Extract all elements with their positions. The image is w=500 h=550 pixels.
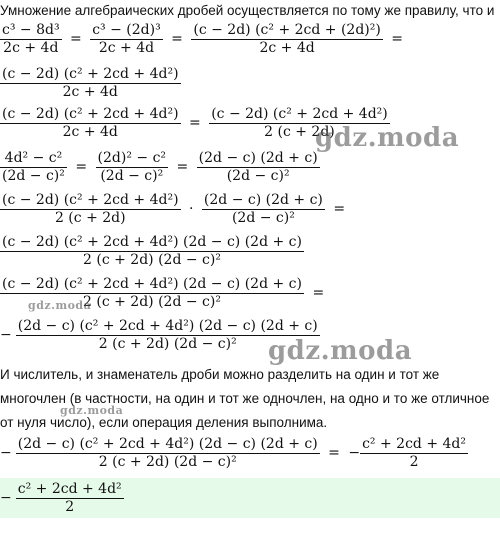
equation-line-4: $\frac{\text{4d² − c²}}{\text{(2d − c)²}}$ = $\frac{\text{(2d)² − c²}}{\text{(2d − c)²}}$ = $\frac{(2d - c) (2d + c)}{\text{(2d − c)²}}$ [2,150,318,184]
watermark: gdz.moda [60,404,124,417]
fraction: $\frac{\text{c² + 2cd + 4d²}}{2}$ [362,436,466,470]
fraction: $\frac{\text{(c − 2d) (c² + 2cd + 4d²)}}{2 (c + 2d)}$ [211,106,388,140]
fraction: $\frac{\text{(2d)² − c²}}{\text{(2d − c)²}}$ [97,150,167,184]
fraction: $\frac{\text{c² + 2cd + 4d²}}{2}$ [17,481,122,515]
fraction: $\frac{(2d - c) (2d + c)}{\text{(2d − c)²}}$ [198,150,318,184]
equation-line-7: $\frac{\text{(c − 2d) (c² + 2cd + 4d²) (2d − c) (2d + c)}}{\text{2 (c + 2d) (2d − c)²}}$ = [2,276,325,310]
paragraph-line-3: от нуля число), если операция деления выполнима. [0,415,328,430]
equation-line-3: $\frac{\text{(c − 2d) (c² + 2cd + 4d²)}}{2c + 4d}$ = $\frac{\text{(c − 2d) (c² + 2cd + 4d²)}}{2 (c + 2d)}$ [2,106,388,140]
fraction: $\frac{\text{(c − 2d) (c² + 2cd + 4d²)}}{2 (c + 2d)}$ [2,192,179,226]
fraction: $\frac{\text{(2d − c) (c² + 2cd + 4d²) (2d − c) (2d + c)}}{\text{2 (c + 2d) (2d − c)²}}$ [17,436,318,470]
fraction: $\frac{\text{(c − 2d) (c² + 2cd + 4d²)}}{2c + 4d}$ [2,66,179,100]
fraction: $\frac{\text{c³ − 8d³}}{2c + 4d}$ [2,22,60,56]
equation-line-8: − $\frac{\text{(2d − c) (c² + 2cd + 4d²) (2d − c) (2d + c)}}{\text{2 (c + 2d) (2d − c)²}}$ [0,318,318,352]
equation-line-2 [0,66,181,101]
fraction: $\frac{(2d - c) (2d + c)}{\text{(2d − c)²}}$ [203,192,323,226]
fraction: $\frac{\text{(c − 2d) (c² + 2cd + (2d)²)}}{2c + 4d}$ [193,22,381,56]
equation-line-5: $\frac{\text{(c − 2d) (c² + 2cd + 4d²)}}{2 (c + 2d)}$ · $\frac{(2d - c) (2d + c)}{\text{(2d − c)²}}$ = [2,192,346,226]
equation-answer: − $\frac{\text{c² + 2cd + 4d²}}{2}$ [0,481,122,515]
fraction: $\frac{\text{4d² − c²}}{\text{(2d − c)²}}$ [2,150,65,184]
fraction: $\frac{\text{c³ − (2d)³}}{2c + 4d}$ [92,22,161,56]
paragraph-line-2: многочлен (в частности, на один и тот же одночлен, на одно и то же отличное [0,391,490,406]
fraction: $\frac{\text{(c − 2d) (c² + 2cd + 4d²) (2d − c) (2d + c)}}{\text{2 (c + 2d) (2d − c)²}}$ [2,234,302,268]
equation-line-6 [0,234,304,269]
equation-line-9: − $\frac{\text{(2d − c) (c² + 2cd + 4d²) (2d − c) (2d + c)}}{\text{2 (c + 2d) (2d − c)²}}$ = − $\frac{\text{c² + 2cd + 4d²}}{2}$ [0,436,466,470]
fraction: $\frac{\text{(c − 2d) (c² + 2cd + 4d²)}}{2c + 4d}$ [2,106,179,140]
watermark: gdz.moda [28,299,92,312]
intro-text: Умножение алгебраических дробей осуществляется по тому же правилу, что и [0,3,495,18]
fraction: $\frac{\text{(2d − c) (c² + 2cd + 4d²) (2d − c) (2d + c)}}{\text{2 (c + 2d) (2d − c)²}}$ [17,318,318,352]
watermark: gdz.moda [268,336,413,366]
equation-line-1: $\frac{\text{c³ − 8d³}}{2c + 4d}$ = $\frac{\text{c³ − (2d)³}}{2c + 4d}$ = $\frac{\text{(c − 2d) (c² + 2cd + (2d)²)}}{2c + 4d}$ = [2,22,404,56]
fraction: $\frac{\text{(c − 2d) (c² + 2cd + 4d²) (2d − c) (2d + c)}}{\text{2 (c + 2d) (2d − c)²}}$ [2,276,302,310]
watermark: gdz.moda [315,123,460,153]
paragraph-line-1: И числитель, и знаменатель дроби можно разделить на один и тот же [0,367,440,382]
